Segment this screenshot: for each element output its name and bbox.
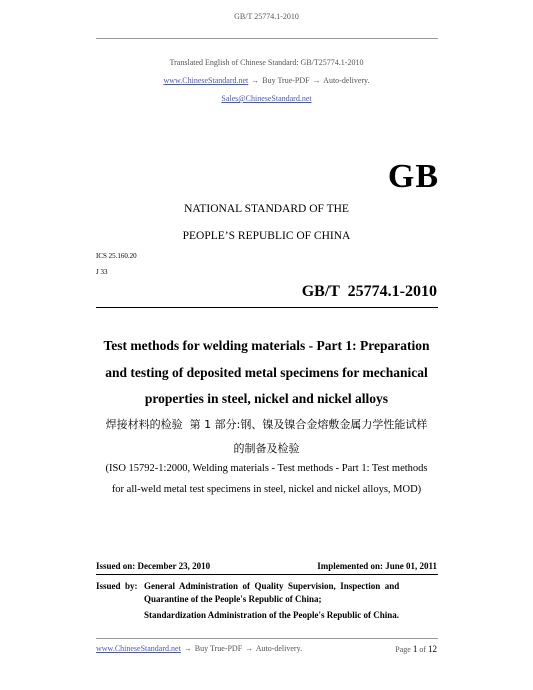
- running-header: GB/T 25774.1-2010: [234, 12, 299, 21]
- translation-notice: Translated English of Chinese Standard: GB/T25774.1-2010: [169, 58, 364, 67]
- purchase-line: [0, 76, 533, 85]
- title-divider: [96, 307, 438, 308]
- footer-buy-text: Buy True-PDF: [194, 644, 243, 653]
- email-line: [0, 94, 533, 103]
- gb-logo: GB: [387, 158, 439, 195]
- page-total: 12: [428, 644, 437, 654]
- page-number: 1: [412, 644, 418, 654]
- title-cn-line1: 焊接材料的检验 第 1 部分:钢、镍及镍合金熔敷金属力学性能试样: [105, 418, 428, 431]
- ics-code: ICS 25.160.20: [96, 252, 137, 260]
- issued-by-line1: General Administration of Quality Supervision, Inspection and: [144, 581, 400, 591]
- arrow-right-icon: →: [312, 76, 321, 85]
- issued-date: Issued on: December 23, 2010: [96, 561, 211, 571]
- title-cn-line2: 的制备及检验: [233, 442, 300, 455]
- iso-ref-line2: for all-weld metal test specimens in steel, nickel and nickel alloys, MOD): [111, 484, 422, 495]
- standard-number: GB/T 25774.1-2010: [301, 283, 437, 300]
- arrow-right-icon: →: [251, 76, 260, 85]
- page-word: Page: [395, 645, 411, 654]
- issued-by-line3: Standardization Administration of the People's Republic of China.: [144, 610, 400, 620]
- delivery-text: Auto-delivery.: [323, 76, 370, 85]
- footer-site-link[interactable]: www.ChineseStandard.net: [96, 644, 181, 653]
- header-divider: [96, 38, 438, 39]
- of-word: of: [419, 645, 426, 654]
- implemented-date: Implemented on: June 01, 2011: [317, 561, 437, 571]
- issued-by-label: Issued by:: [96, 581, 138, 591]
- footer-delivery-text: Auto-delivery.: [255, 644, 303, 653]
- title-en-line2: and testing of deposited metal specimens for mechanical: [105, 365, 428, 380]
- arrow-right-icon: →: [245, 644, 254, 653]
- email-link[interactable]: Sales@ChineseStandard.net: [221, 94, 312, 103]
- arrow-right-icon: →: [183, 644, 192, 653]
- title-en-line1: Test methods for welding materials - Part 1: Preparation: [103, 338, 430, 353]
- issued-by-line2: Quarantine of the People's Republic of China;: [144, 594, 322, 604]
- dates-divider: [96, 574, 438, 575]
- page-indicator: [395, 644, 437, 654]
- footer-purchase-line: [96, 644, 302, 653]
- national-title-line1: NATIONAL STANDARD OF THE: [184, 203, 349, 215]
- buy-text: Buy True-PDF: [262, 76, 310, 85]
- site-link[interactable]: www.ChineseStandard.net: [163, 76, 249, 85]
- national-title-line2: PEOPLE’S REPUBLIC OF CHINA: [182, 230, 351, 242]
- ccs-code: J 33: [96, 268, 108, 276]
- title-en-line3: properties in steel, nickel and nickel alloys: [144, 391, 389, 406]
- iso-ref-line1: (ISO 15792-1:2000, Welding materials - Test methods - Part 1: Test methods: [105, 463, 428, 474]
- footer-divider: [96, 638, 438, 639]
